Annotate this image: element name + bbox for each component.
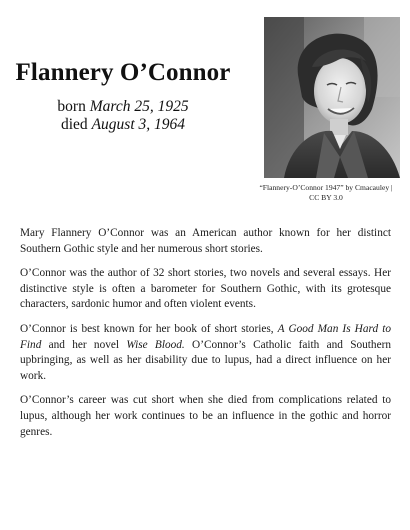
photo-caption-line1: “Flannery-O’Connor 1947” by Cmacauley |: [259, 183, 393, 192]
born-date: March 25, 1925: [89, 98, 189, 115]
novel-title: Wise Blood.: [126, 338, 185, 351]
paragraph-best-known-part3: O’Connor’s Catholic faith and Southern upbringing, as well as her disability due to lupus, had a direct influence on her work.: [20, 338, 391, 382]
paragraph-intro: Mary Flannery O’Connor was an American author known for her distinct Southern Gothic style and her numerous short stories.: [20, 227, 391, 255]
book-title: A Good Man Is Hard to Find: [20, 322, 391, 351]
born-line: [0, 98, 246, 116]
died-label: died: [61, 116, 88, 133]
paragraph-best-known-part2: and her novel: [41, 338, 127, 351]
paragraph-career: O’Connor’s career was cut short when she died from complications related to lupus, although her work continues to be an influence in the gothic and horror genres.: [20, 394, 391, 438]
photo-caption: [246, 183, 406, 203]
photo-caption-line2: CC BY 3.0: [309, 193, 343, 202]
life-dates: [0, 98, 246, 134]
died-date: August 3, 1964: [91, 116, 185, 133]
born-label: born: [57, 98, 86, 115]
portrait-photo: [264, 17, 400, 178]
died-line: [0, 116, 246, 134]
paragraph-best-known: [20, 322, 391, 384]
title-block: [0, 58, 246, 134]
author-name: Flannery O’Connor: [15, 59, 231, 86]
biography-body: [20, 226, 391, 449]
paragraph-works: O’Connor was the author of 32 short stories, two novels and several essays. Her distinctive style is often a barometer for Southern Gothic, with its grotesque characters, sardonic humor and often violent events.: [20, 267, 391, 311]
paragraph-best-known-part1: O’Connor is best known for her book of short stories,: [20, 322, 278, 335]
